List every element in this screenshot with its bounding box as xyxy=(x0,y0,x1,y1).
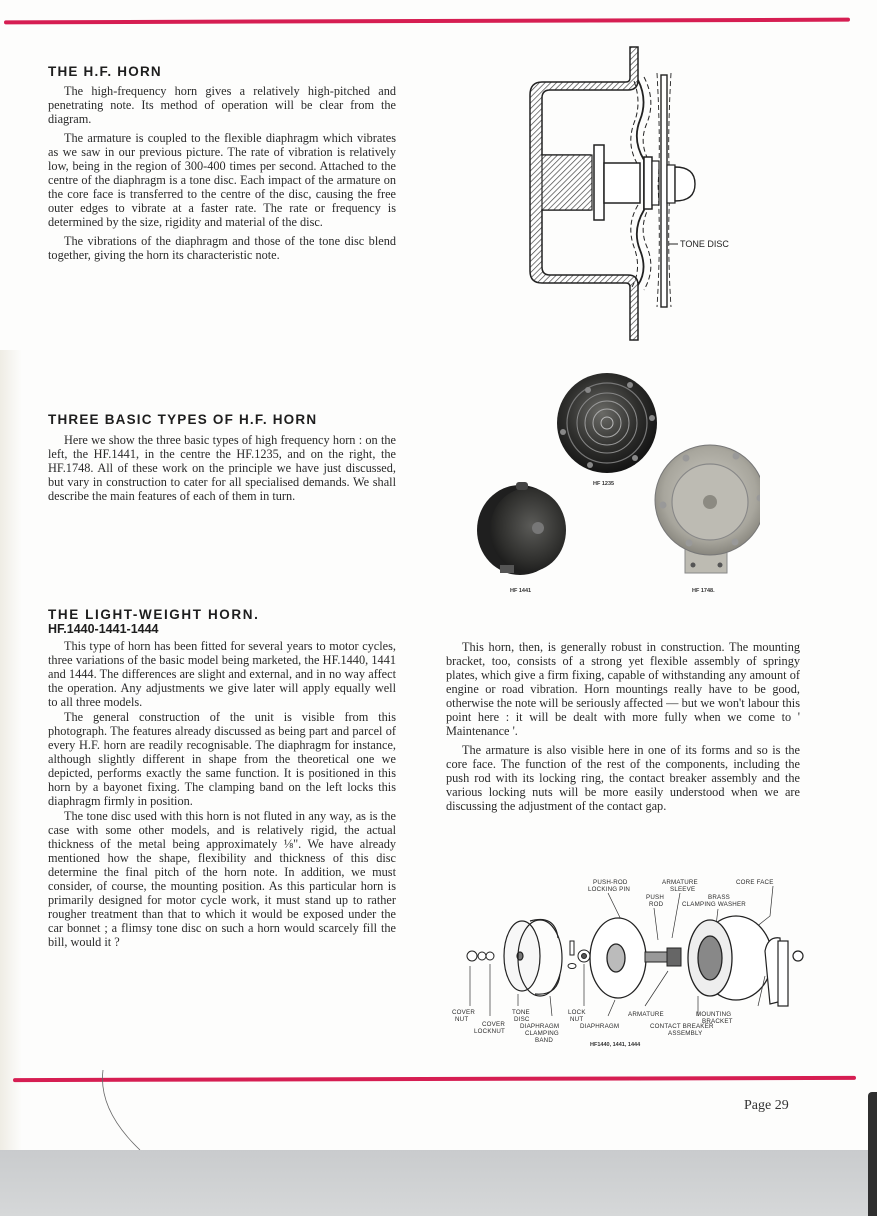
exploded-view-svg xyxy=(440,876,820,1066)
horn-hf1441 xyxy=(477,482,566,575)
pencil-mark xyxy=(100,1070,150,1150)
paragraph: The tone disc used with this horn is not fluted in any way, as is the case with some other models, and is relatively rigid, the actual thickness of the metal being approximately ⅛". We have already mentioned how the shape, flexibility and thickness of this disc determine the final pitch of the horn note. In addition, we must consider, of course, the mounting position. As this particular horn is primarily designed for motor cycle work, it must stand up to rather rougher treatment than that to which it would be exposed under the car bonnet ; a flimsy tone disc on such a horn would scarcely fill the bill, would it ? xyxy=(48,809,396,949)
label-clamping: CLAMPING xyxy=(525,1030,559,1037)
label-push-rod: PUSH-ROD xyxy=(593,879,628,886)
label-assembly: ASSEMBLY xyxy=(668,1030,703,1037)
caption-hf1748: HF 1748. xyxy=(692,588,715,594)
section-right-column xyxy=(446,640,800,818)
mounting-bracket-part xyxy=(765,938,803,1006)
heading-hf-horn: THE H.F. HORN xyxy=(48,64,162,79)
label-armature-top: ARMATURE xyxy=(662,879,698,886)
label-lock: LOCK xyxy=(568,1009,586,1016)
label-brass: BRASS xyxy=(708,894,730,901)
lock-nut-part xyxy=(568,941,590,969)
cross-section-svg xyxy=(520,45,770,345)
heading-light-weight-horn: THE LIGHT-WEIGHT HORN. xyxy=(48,607,260,622)
label-contact-breaker: CONTACT BREAKER xyxy=(650,1023,714,1030)
section-light-weight-horn xyxy=(48,607,396,954)
paragraph: Here we show the three basic types of high frequency horn : on the left, the HF.1441, in the centre the HF.1235, and on the right, the HF.1748. All of these work on the principle we have just discussed, but vary in construction to cater for all specialised demands. We shall describe the main features of each of them in turn. xyxy=(48,433,396,503)
label-band: BAND xyxy=(535,1037,553,1044)
section-three-types xyxy=(48,412,396,508)
label-cover-2: COVER xyxy=(482,1021,506,1028)
core-block xyxy=(542,155,592,210)
paragraph: The general construction of the unit is visible from this photograph. The features already discussed as being part and parcel of every H.F. horn are readily recognisable. The diaphragm for instance, although slightly different in shape from the theoretical one we depicted, performs exactly the same function. It is positioned in this horn by a bayonet fixing. The clamping band on the left locks this diaphragm firmly in position. xyxy=(48,710,396,808)
scanner-edge xyxy=(868,1092,877,1216)
caption-hf1235: HF 1235 xyxy=(593,481,615,487)
armature-flange xyxy=(594,145,604,220)
diaphragm-part xyxy=(590,918,646,998)
exploded-caption: HF1440, 1441, 1444 xyxy=(590,1042,641,1048)
cover-nut-part xyxy=(467,951,494,961)
core-body-part xyxy=(688,916,772,1000)
clamp-nut xyxy=(644,157,652,209)
label-diaphragm-1: DIAPHRAGM xyxy=(520,1023,560,1030)
three-horns-photo xyxy=(470,360,760,600)
label-bracket: BRACKET xyxy=(702,1018,733,1025)
tone-disc-label: TONE DISC xyxy=(680,239,729,249)
page-number: Page 29 xyxy=(744,1098,789,1113)
horn-hf1235 xyxy=(557,373,657,473)
caption-hf1441: HF 1441 xyxy=(510,588,532,594)
horn-cross-section-diagram xyxy=(520,45,770,345)
paragraph: The armature is also visible here in one of its forms and so is the core face. The function of the rest of the components, including the push rod with its locking ring, the contact breaker assembly and the various locking nuts will be more easily understood when we are discussing the adjustment of the contact gap. xyxy=(446,743,800,813)
label-armature: ARMATURE xyxy=(628,1011,664,1018)
label-locknut: LOCKNUT xyxy=(474,1028,505,1035)
label-nut-2: NUT xyxy=(570,1016,584,1023)
label-cover: COVER xyxy=(452,1009,476,1016)
label-mounting: MOUNTING xyxy=(696,1011,732,1018)
label-push: PUSH xyxy=(646,894,664,901)
tone-disc xyxy=(661,75,667,307)
label-sleeve: SLEEVE xyxy=(670,886,696,893)
paragraph: The armature is coupled to the flexible diaphragm which vibrates as we saw in our previous picture. The rate of vibration is relatively low, being in the region of 300-400 times per second. Attached to the centre of the diaphragm is a tone disc. Each impact of the armature on the core face is transferred to the centre of the disc, causing the free outer edges to vibrate at a faster rate. The rate or frequency is determined by the size, rigidity and material of the disc. xyxy=(48,131,396,229)
dome-nut xyxy=(675,167,695,201)
heading-three-types: THREE BASIC TYPES OF H.F. HORN xyxy=(48,412,318,427)
paragraph: This horn, then, is generally robust in construction. The mounting bracket, too, consists of a strong yet flexible assembly of springy plates, which give a firm fixing, capable of withstanding any amount of engine or road vibration. Horn mountings really have to be good, otherwise the note will be seriously affected — but we won't labour this point here : it will be dealt with more fully when we come to ' Maintenance '. xyxy=(446,640,800,738)
paragraph: The high-frequency horn gives a relatively high-pitched and penetrating note. Its method of operation will be clear from the diagram. xyxy=(48,84,396,126)
scan-background xyxy=(0,1150,877,1216)
label-diaphragm-2: DIAPHRAGM xyxy=(580,1023,620,1030)
section-hf-horn xyxy=(48,64,396,267)
top-rule xyxy=(4,18,850,25)
label-tone: TONE xyxy=(512,1009,530,1016)
label-core-face: CORE FACE xyxy=(736,879,774,886)
label-locking-pin: LOCKING PIN xyxy=(588,886,631,893)
label-rod: ROD xyxy=(649,901,664,908)
paragraph: The vibrations of the diaphragm and those of the tone disc blend together, giving the horn its characteristic note. xyxy=(48,234,396,262)
armature-stem xyxy=(604,163,640,203)
exploded-view-diagram xyxy=(440,876,820,1066)
subheading-model-numbers: HF.1440-1441-1444 xyxy=(48,622,159,636)
paragraph: This type of horn has been fitted for several years to motor cycles, three variations of the basic model being marketed, the HF.1440, 1441 and 1444. The differences are slight and external, and in no way affect the operation. Any adjustments we give later will apply equally well to all three models. xyxy=(48,639,396,709)
armature-part xyxy=(645,948,681,966)
horn-hf1748 xyxy=(655,445,760,573)
horns-photo-svg xyxy=(470,360,760,600)
label-nut: NUT xyxy=(455,1016,469,1023)
page-stain xyxy=(0,350,22,1150)
label-disc: DISC xyxy=(514,1016,530,1023)
label-clamping-washer: CLAMPING WASHER xyxy=(682,901,746,908)
